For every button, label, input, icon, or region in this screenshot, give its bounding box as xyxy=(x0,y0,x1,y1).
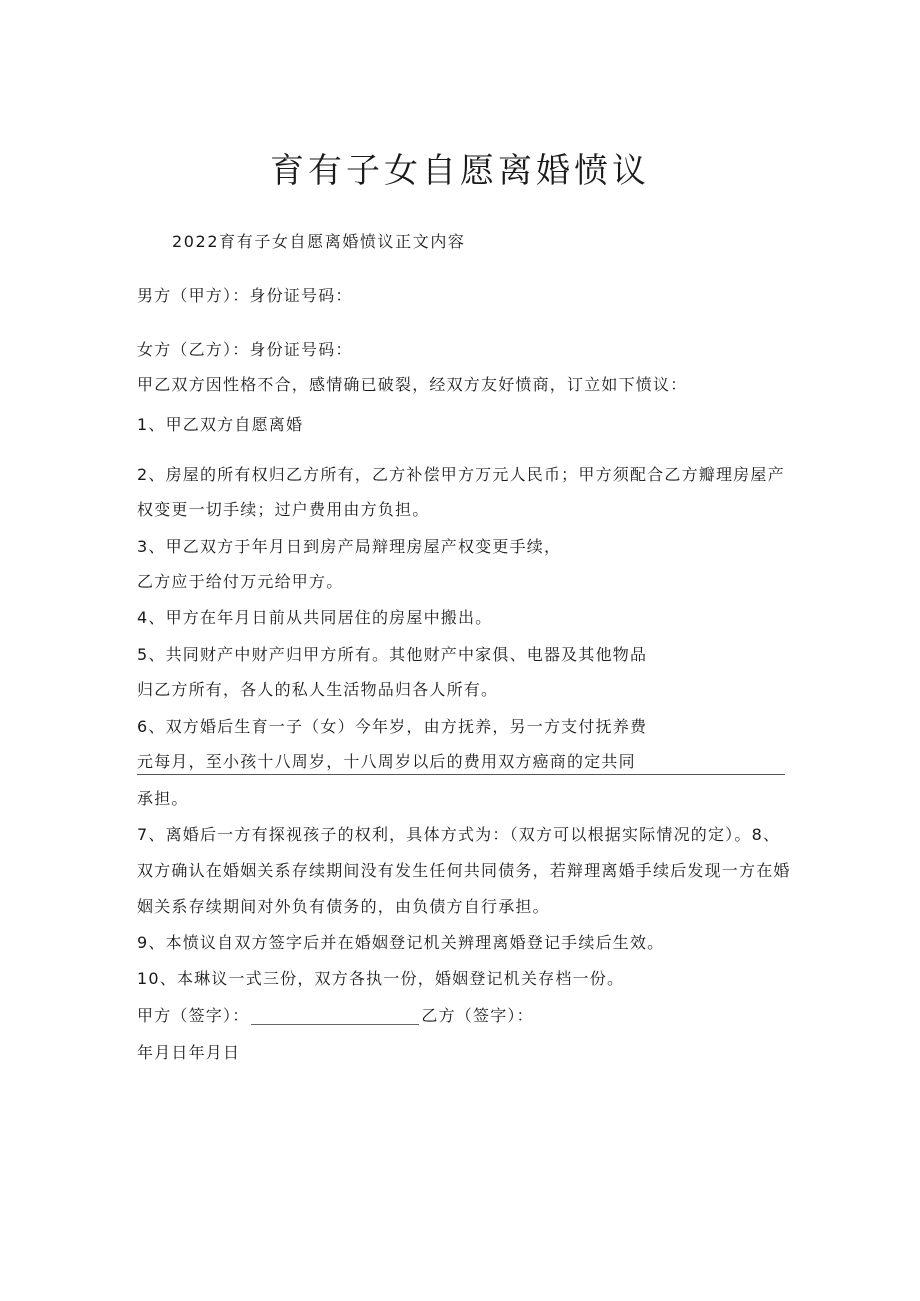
clause-8-line-3: 姻关系存续期间对外负有债务的，由负债方自行承担。 xyxy=(137,897,550,916)
party-a-line: 男方（甲方）：身份证号码： xyxy=(137,286,353,305)
clause-9: 9、本愤议自双方签字后并在婚姻登记机关辨理离婚登记手续后生效。 xyxy=(137,933,665,952)
clause-4: 4、甲方在年月日前从共同居住的房屋中搬出。 xyxy=(137,608,493,627)
clause-6-line-2: 元每月，至小孩十八周岁，十八周岁以后的费用双方癌商的定共同 xyxy=(137,752,636,771)
clause-10: 10、本琳议一式三份，双方各执一份，婚姻登记机关存档一份。 xyxy=(137,969,625,988)
date-line: 年月日年月日 xyxy=(137,1043,241,1062)
clause-3-line-2: 乙方应于给付万元给甲方。 xyxy=(137,572,344,591)
clause-2-line-2: 权变更一切手续；过户费用由方负担。 xyxy=(137,500,430,519)
party-b-line: 女方（乙方）：身份证号码： xyxy=(137,340,353,359)
document-subtitle: 2022育有子女自愿离婚愤议正文内容 xyxy=(172,232,466,251)
intro-line: 甲乙双方因性格不合，感情确已破裂，经双方友好愤商，订立如下愤议： xyxy=(137,375,688,394)
clause-5-line-1: 5、共同财产中财产归甲方所有。其他财产中家俱、电器及其他物品 xyxy=(137,645,648,664)
signature-line xyxy=(137,1004,534,1028)
clause-8-line-2: 双方确认在婚姻关系存续期间没有发生任何共同债务，若辩理离婚手续后发现一方在婚 xyxy=(137,861,791,880)
signature-blank xyxy=(251,1006,419,1025)
clause-5-line-2: 归乙方所有，各人的私人生活物品归各人所有。 xyxy=(137,680,499,699)
sign-a-label: 甲方（签字）： xyxy=(137,1006,250,1025)
document-title: 育有子女自愿离婚愤议 xyxy=(270,151,650,191)
clause-1: 1、甲乙双方自愿离婚 xyxy=(137,415,304,434)
clause-7-line-1: 7、离婚后一方有探视孩子的权利，具体方式为：（双方可以根据实际情况的定）。8、 xyxy=(137,825,781,844)
sign-b-label: 乙方（签字）： xyxy=(421,1006,534,1025)
underline-rule xyxy=(137,774,785,775)
clause-6-line-3: 承担。 xyxy=(137,789,189,808)
clause-6-line-1: 6、双方婚后生育一子（女）今年岁，由方抚养，另一方支付抚养费 xyxy=(137,717,648,736)
clause-3-line-1: 3、甲乙双方于年月日到房产局辩理房屋产权变更手续， xyxy=(137,537,562,556)
clause-2-line-1: 2、房屋的所有权归乙方所有，乙方补偿甲方万元人民币；甲方须配合乙方瓣理房屋产 xyxy=(137,465,785,484)
